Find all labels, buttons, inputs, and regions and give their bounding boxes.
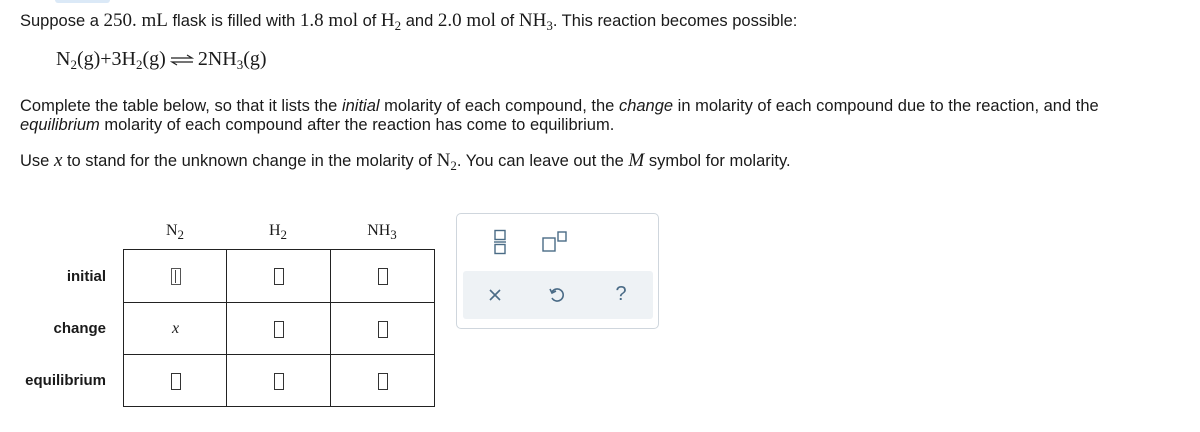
- input-initial-n2[interactable]: [171, 268, 181, 285]
- clear-x-icon: [488, 288, 502, 302]
- ice-grid: [123, 249, 435, 407]
- variable-instructions: Use x to stand for the unknown change in the molarity of $N_2$. You can leave out the M symbol for molarity.: [20, 150, 791, 173]
- undo-icon: [548, 286, 566, 304]
- row-label-initial: initial: [66, 268, 106, 285]
- reaction-equation: $N_2(g)+3H_2(g)$ $2NH_3(g)$: [56, 48, 267, 72]
- cell-equilibrium-n2: [124, 355, 227, 407]
- cell-initial-h2: [227, 250, 330, 302]
- cell-change-nh3: [331, 303, 434, 355]
- input-initial-h2[interactable]: [274, 268, 284, 285]
- superscript-icon: [541, 230, 569, 254]
- cell-initial-nh3: [331, 250, 434, 302]
- help-icon: ?: [615, 282, 627, 305]
- fraction-icon: [493, 229, 507, 255]
- change-n2-value: x: [171, 320, 180, 337]
- clear-button[interactable]: [481, 281, 509, 309]
- instructions: Complete the table below, so that it lists the initial molarity of each compound, the change in molarity of each compound due to the reaction, and the equilibrium molarity of each compound after the reaction has come to equilibrium.: [20, 97, 1099, 134]
- column-header-h2: $H_2$: [268, 222, 288, 242]
- keypad-toolbar: [463, 271, 653, 319]
- cell-change-h2: [227, 303, 330, 355]
- fraction-button[interactable]: [485, 224, 515, 260]
- row-label-change: change: [53, 320, 106, 337]
- cell-change-n2: [124, 303, 227, 355]
- superscript-button[interactable]: [537, 224, 573, 260]
- input-equilibrium-n2[interactable]: [171, 373, 181, 390]
- column-header-nh3: $NH_3$: [367, 222, 397, 242]
- input-equilibrium-nh3[interactable]: [378, 373, 388, 390]
- input-change-nh3[interactable]: [378, 321, 388, 338]
- cell-initial-n2: [124, 250, 227, 302]
- help-button[interactable]: [607, 279, 635, 309]
- math-keypad: [456, 213, 659, 329]
- cell-equilibrium-nh3: [331, 355, 434, 407]
- input-equilibrium-h2[interactable]: [274, 373, 284, 390]
- cell-equilibrium-h2: [227, 355, 330, 407]
- column-header-n2: $N_2$: [165, 222, 185, 242]
- equilibrium-arrow-icon: [169, 54, 195, 66]
- row-label-equilibrium: equilibrium: [25, 372, 106, 389]
- input-change-h2[interactable]: [274, 321, 284, 338]
- input-initial-nh3[interactable]: [378, 268, 388, 285]
- problem-statement: Suppose a 250. mL flask is filled with 1.8 mol of $H_2$ and 2.0 mol of $NH_3$. This reaction becomes possible:: [20, 10, 798, 33]
- top-tab-indicator: [55, 0, 110, 3]
- undo-button[interactable]: [543, 281, 571, 309]
